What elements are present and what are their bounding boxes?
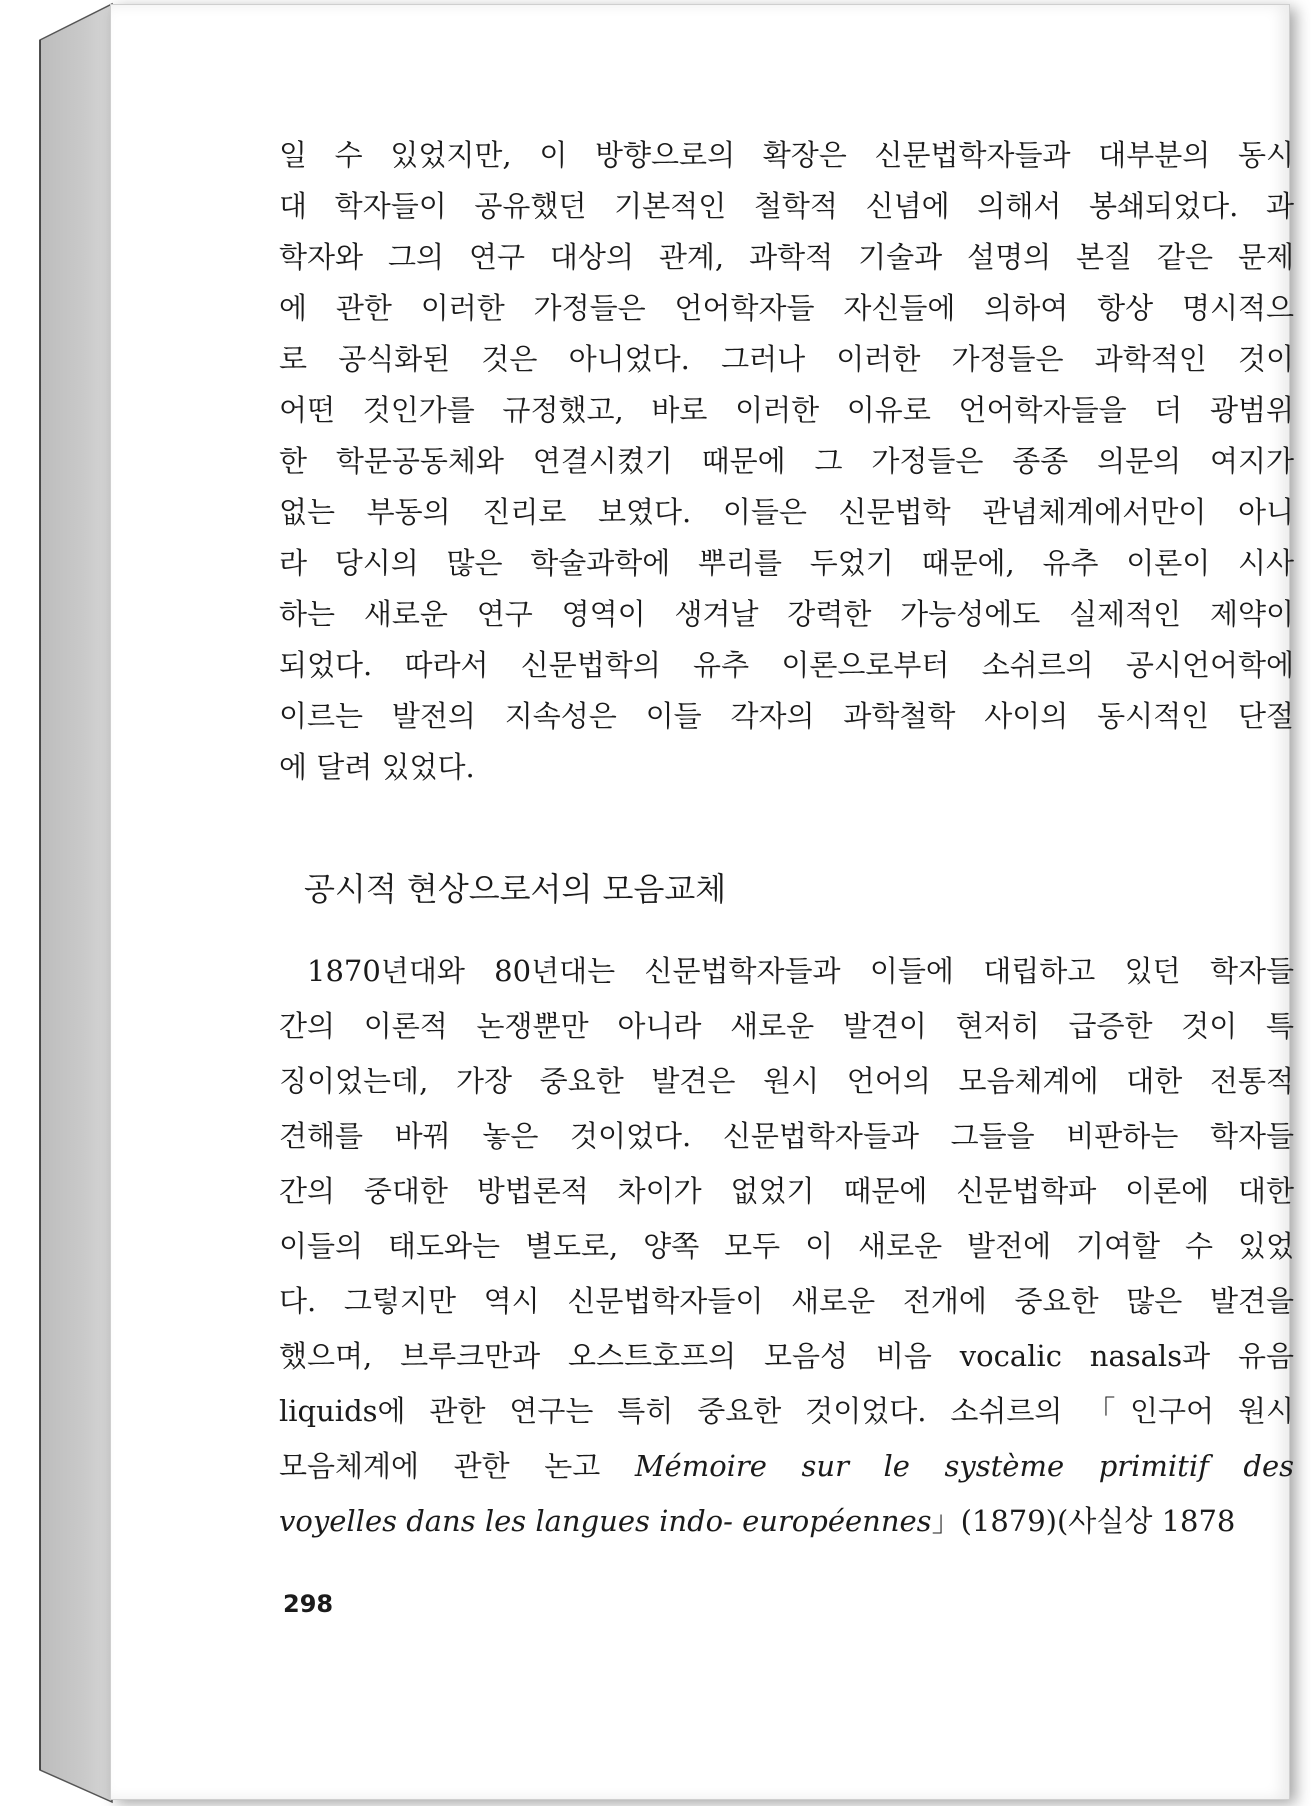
text-line: 간의 중대한 방법론적 차이가 없었기 때문에 신문법학파 이론에 대한 — [279, 1174, 1294, 1208]
book-spine-graphic — [0, 0, 120, 1806]
text-run: 」(1879)(사실상 1878 — [931, 1504, 1236, 1538]
text-line: 징이었는데, 가장 중요한 발견은 원시 언어의 모음체계에 대한 전통적 — [279, 1064, 1294, 1098]
page-number: 298 — [283, 1590, 334, 1618]
text-line: 어떤 것인가를 규정했고, 바로 이러한 이유로 언어학자들을 더 광범위 — [279, 393, 1294, 427]
text-line — [279, 1446, 1294, 1486]
text-line: 견해를 바꿔 놓은 것이었다. 신문법학자들과 그들을 비판하는 학자들 — [279, 1119, 1294, 1153]
text-line: 이르는 발전의 지속성은 이들 각자의 과학철학 사이의 동시적인 단절 — [279, 699, 1294, 733]
text-run: 모음체계에 관한 논고 — [279, 1449, 601, 1483]
text-line: 학자와 그의 연구 대상의 관계, 과학적 기술과 설명의 본질 같은 문제 — [279, 240, 1294, 274]
text-line: 라 당시의 많은 학술과학에 뿌리를 두었기 때문에, 유추 이론이 시사 — [279, 546, 1294, 580]
text-line: 일 수 있었지만, 이 방향으로의 확장은 신문법학자들과 대부분의 동시 — [279, 138, 1294, 172]
text-line: 되었다. 따라서 신문법학의 유추 이론으로부터 소쉬르의 공시언어학에 — [279, 648, 1294, 682]
text-line: 에 달려 있었다. — [279, 750, 475, 784]
text-line: 1870년대와 80년대는 신문법학자들과 이들에 대립하고 있던 학자들 — [307, 954, 1294, 988]
text-line: 없는 부동의 진리로 보였다. 이들은 신문법학 관념체계에서만이 아니 — [279, 495, 1294, 529]
section-heading: 공시적 현상으로서의 모음교체 — [304, 870, 727, 908]
text-line: 간의 이론적 논쟁뿐만 아니라 새로운 발견이 현저히 급증한 것이 특 — [279, 1009, 1294, 1043]
text-line: 대 학자들이 공유했던 기본적인 철학적 신념에 의해서 봉쇄되었다. 과 — [279, 189, 1294, 223]
text-line: 에 관한 이러한 가정들은 언어학자들 자신들에 의하여 항상 명시적으 — [279, 291, 1294, 325]
text-line: 하는 새로운 연구 영역이 생겨날 강력한 가능성에도 실제적인 제약이 — [279, 597, 1294, 631]
text-line: 로 공식화된 것은 아니었다. 그러나 이러한 가정들은 과학적인 것이 — [279, 342, 1294, 376]
book-spine — [0, 0, 120, 1806]
text-line: 다. 그렇지만 역시 신문법학자들이 새로운 전개에 중요한 많은 발견을 — [279, 1284, 1294, 1318]
text-line — [279, 1501, 1294, 1541]
text-line: 한 학문공동체와 연결시켰기 때문에 그 가정들은 종종 의문의 여지가 — [279, 444, 1294, 478]
book-page — [110, 4, 1294, 1800]
text-line: 했으며, 브루크만과 오스트호프의 모음성 비음 vocalic nasals과 유음 — [279, 1339, 1294, 1373]
text-line: liquids에 관한 연구는 특히 중요한 것이었다. 소쉬르의 「인구어 원시 — [279, 1394, 1294, 1428]
text-line: 이들의 태도와는 별도로, 양쪽 모두 이 새로운 발전에 기여할 수 있었 — [279, 1229, 1294, 1263]
italic-title: voyelles dans les langues indo- européennes — [279, 1504, 932, 1538]
italic-title: Mémoire sur le système primitif des — [634, 1449, 1294, 1483]
